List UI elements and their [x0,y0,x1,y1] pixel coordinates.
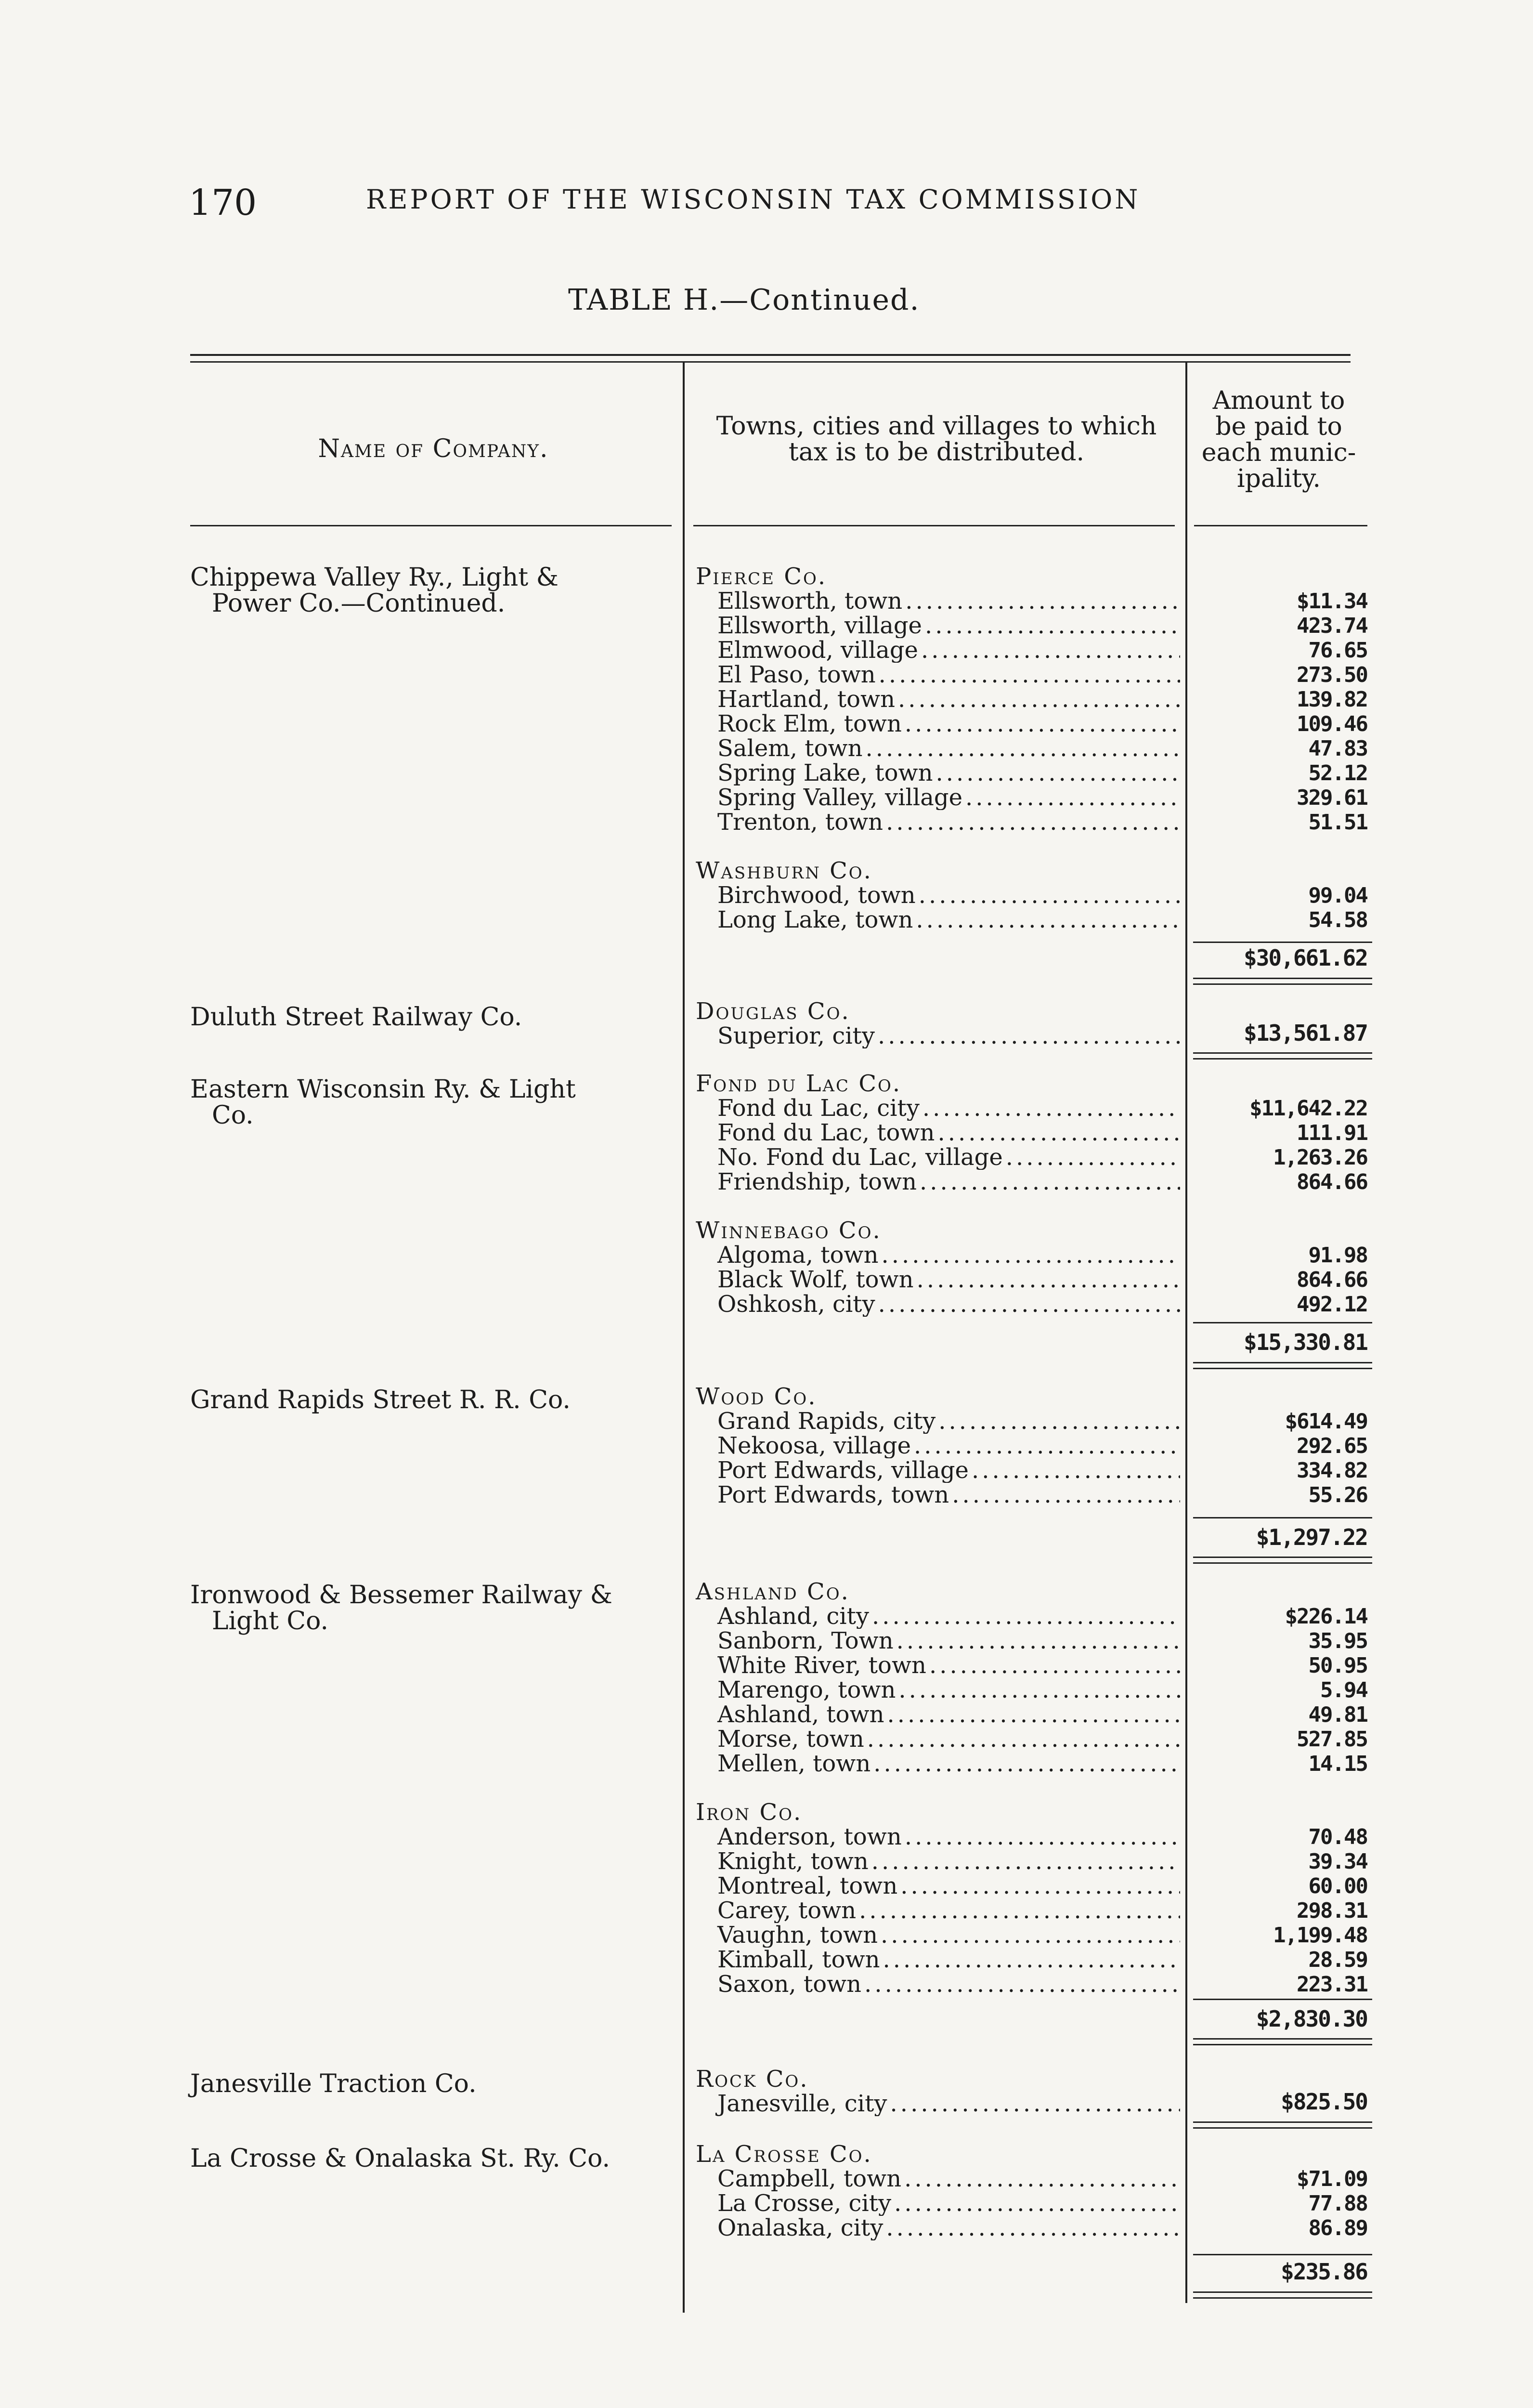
amount: 99.04 [1308,883,1367,908]
total-rule [1193,2038,1372,2040]
leader-dots [917,1268,1180,1292]
amount-column-block [1194,589,1367,932]
municipality-row [696,589,1182,614]
amount-column-block [1194,1409,1367,1507]
county-name: Washburn Co. [696,857,872,884]
leader-dots [919,883,1180,908]
leader-dots [905,589,1180,614]
company-entry [190,2071,676,2097]
municipality-name: Rock Elm, town [717,712,902,736]
municipality-name: Saxon, town [717,1972,862,1997]
company-entry [190,1387,676,1413]
municipality-row [696,1849,1182,1874]
table-top-rule [190,354,1351,356]
total-rule [1193,2291,1372,2293]
company-total: $2,830.30 [1256,2006,1367,2032]
county-block [696,999,1182,1048]
amount: 86.89 [1308,2216,1367,2240]
running-head: REPORT OF THE WISCONSIN TAX COMMISSION [366,184,1141,215]
county-name: Pierce Co. [696,563,827,590]
leader-dots [914,1434,1180,1458]
company-total: $235.86 [1281,2259,1367,2285]
amount: 35.95 [1308,1629,1367,1653]
amount-column-block [1194,1096,1367,1317]
municipality-row [696,1653,1182,1678]
leader-dots [1006,1145,1180,1170]
amount: 51.51 [1308,810,1367,835]
municipality-name: Black Wolf, town [717,1268,914,1292]
company-name-line-1: La Crosse & Onalaska St. Ry. Co. [190,2144,611,2173]
amount: 60.00 [1308,1874,1367,1898]
column-divider-2 [1185,362,1187,2303]
leader-dots [890,2092,1180,2116]
leader-dots [936,761,1181,785]
municipality-name: Sanborn, Town [717,1629,894,1653]
county-name: Ashland Co. [696,1578,850,1605]
amount: $11,642.22 [1249,1096,1367,1121]
amount: 492.12 [1297,1292,1367,1317]
municipality-row [696,736,1182,761]
amount: 329.61 [1297,785,1367,810]
municipality-row [696,1702,1182,1727]
leader-dots [867,1727,1180,1752]
municipality-row [696,1096,1182,1121]
municipality-row [696,1024,1182,1048]
header-amount-line-4: ipality. [1236,464,1321,493]
municipality-name: Spring Valley, village [717,785,962,810]
municipality-row [696,2216,1182,2240]
subtotal-rule [1193,2254,1372,2255]
municipality-name: Montreal, town [717,1874,898,1898]
municipality-name: La Crosse, city [717,2191,892,2216]
leader-dots [894,2191,1180,2216]
municipality-name: Ashland, town [717,1702,884,1727]
amount: 76.65 [1308,638,1367,663]
header-amount-line-3: each munic- [1201,438,1356,467]
municipality-name: Marengo, town [717,1678,896,1702]
leader-dots [905,712,1180,736]
total-rule [1193,2297,1372,2299]
table-title: TABLE H.—Continued. [568,283,920,317]
amount: 223.31 [1297,1972,1367,1997]
amount-column-block [1194,2167,1367,2240]
amount: 1,199.48 [1273,1923,1367,1948]
municipality-name: Vaughn, town [717,1923,878,1948]
municipality-name: No. Fond du Lac, village [717,1145,1003,1170]
leader-dots [883,1948,1180,1972]
municipality-row [696,1727,1182,1752]
leader-dots [929,1653,1180,1678]
leader-dots [859,1898,1180,1923]
amount: 52.12 [1308,761,1367,785]
municipality-row [696,1604,1182,1629]
municipality-row [696,908,1182,932]
amount: 14.15 [1308,1752,1367,1776]
municipality-row [696,1972,1182,1997]
municipality-name: Port Edwards, town [717,1483,949,1507]
leader-dots [873,1752,1180,1776]
leader-dots [898,687,1180,712]
municipality-name: Superior, city [717,1024,875,1048]
company-name-line-2: Co. [212,1101,254,1130]
leader-dots [916,908,1180,932]
total-rule [1193,2121,1372,2123]
county-name: La Crosse Co. [696,2141,872,2168]
municipality-name: Spring Lake, town [717,761,933,785]
leader-dots [881,1923,1180,1948]
county-name: Winnebago Co. [696,1217,882,1244]
municipality-row [696,1948,1182,1972]
header-amount-line-1: Amount to [1212,386,1345,415]
municipality-name: Onalaska, city [717,2216,883,2240]
leader-dots [878,1292,1180,1317]
county-name: Douglas Co. [696,998,850,1025]
company-name-line-2: Power Co.—Continued. [212,589,506,618]
leader-dots [972,1458,1180,1483]
leader-dots [898,1678,1180,1702]
municipality-name: Ellsworth, town [717,589,903,614]
municipality-row [696,1483,1182,1507]
county-block [696,1385,1182,1507]
amount: $226.14 [1285,1604,1367,1629]
municipality-row [696,1629,1182,1653]
page-number: 170 [189,182,257,223]
municipality-row [696,1409,1182,1434]
county-block [696,1072,1182,1317]
municipality-row [696,1678,1182,1702]
municipality-name: Birchwood, town [717,883,916,908]
municipality-name: Trenton, town [717,810,883,835]
company-entry [190,564,676,616]
leader-dots [900,1874,1180,1898]
county-name: Fond du Lac Co. [696,1070,902,1097]
company-entry [190,1076,676,1128]
total-rule [1193,983,1372,985]
leader-dots [905,1825,1180,1849]
amount: $11.34 [1297,589,1367,614]
municipality-row [696,1825,1182,1849]
total-rule [1193,2044,1372,2045]
county-block [696,1580,1182,1997]
municipality-name: Grand Rapids, city [717,1409,936,1434]
municipality-row [696,1121,1182,1145]
county-block [696,2142,1182,2240]
municipality-name: Janesville, city [717,2092,887,2116]
municipality-row [696,1898,1182,1923]
header-towns-line-2: tax is to be distributed. [788,438,1085,467]
subtotal-rule [1193,1322,1372,1323]
amount: $71.09 [1297,2167,1367,2191]
municipality-row [696,1923,1182,1948]
column-divider-1 [683,362,685,2313]
company-entry [190,1004,676,1030]
municipality-name: Knight, town [717,1849,869,1874]
municipality-row [696,687,1182,712]
municipality-row [696,810,1182,835]
leader-dots [886,2216,1180,2240]
municipality-row [696,638,1182,663]
county-name: Wood Co. [696,1383,817,1410]
leader-dots [938,1409,1180,1434]
amount: 70.48 [1308,1825,1367,1849]
municipality-name: El Paso, town [717,663,876,687]
leader-dots [865,736,1180,761]
amount: 139.82 [1297,687,1367,712]
municipality-name: Ellsworth, village [717,614,922,638]
municipality-row [696,2191,1182,2216]
municipality-row [696,1145,1182,1170]
leader-dots [904,2167,1180,2191]
leader-dots [879,663,1180,687]
total-rule [1193,1368,1372,1369]
amount: 28.59 [1308,1948,1367,1972]
table-top-rule-2 [190,361,1351,363]
municipality-name: Fond du Lac, town [717,1121,935,1145]
total-rule [1193,1562,1372,1564]
municipality-row [696,1752,1182,1776]
amount: 273.50 [1297,663,1367,687]
municipality-row [696,614,1182,638]
municipality-name: Algoma, town [717,1243,879,1268]
county-block [696,2067,1182,2116]
amount: 864.66 [1297,1170,1367,1194]
municipality-row [696,1434,1182,1458]
leader-dots [872,1604,1180,1629]
amount-column-block [1194,1604,1367,1997]
amount: 77.88 [1308,2191,1367,2216]
municipality-row [696,883,1182,908]
company-total: $15,330.81 [1244,1329,1367,1355]
municipality-name: Morse, town [717,1727,864,1752]
municipality-row [696,1170,1182,1194]
municipality-name: Oshkosh, city [717,1292,875,1317]
company-total: $30,661.62 [1244,945,1367,971]
amount: 50.95 [1308,1653,1367,1678]
county-name: Rock Co. [696,2066,809,2093]
municipality-name: Fond du Lac, city [717,1096,920,1121]
municipality-name: Nekoosa, village [717,1434,911,1458]
municipality-name: Hartland, town [717,687,896,712]
municipality-row [696,1243,1182,1268]
municipality-name: Campbell, town [717,2167,902,2191]
subtotal-rule [1193,1517,1372,1518]
company-entry [190,2146,676,2172]
municipality-name: Carey, town [717,1898,857,1923]
header-rule-3 [1194,525,1367,526]
leader-dots [952,1483,1180,1507]
company-entry [190,1582,676,1634]
leader-dots [921,638,1180,663]
leader-dots [881,1243,1180,1268]
amount: 49.81 [1308,1702,1367,1727]
total-rule [1193,1052,1372,1054]
amount: 298.31 [1297,1898,1367,1923]
county-block [696,564,1182,932]
total-rule [1193,2127,1372,2129]
municipality-row [696,2092,1182,2116]
leader-dots [937,1121,1180,1145]
header-rule-2 [693,525,1175,526]
amount: 1,263.26 [1273,1145,1367,1170]
amount: 111.91 [1297,1121,1367,1145]
municipality-row [696,1458,1182,1483]
municipality-row [696,2167,1182,2191]
header-towns-line-1: Towns, cities and villages to which [716,412,1157,441]
leader-dots [896,1629,1180,1653]
company-total: $13,561.87 [1244,1020,1367,1046]
total-rule [1193,1058,1372,1060]
amount: 527.85 [1297,1727,1367,1752]
header-towns [689,413,1184,465]
leader-dots [925,614,1180,638]
leader-dots [864,1972,1180,1997]
amount: 109.46 [1297,712,1367,736]
company-name-line-1: Janesville Traction Co. [190,2069,477,2098]
company-name-line-2: Light Co. [212,1607,329,1636]
municipality-name: Kimball, town [717,1948,880,1972]
company-name-line-1: Eastern Wisconsin Ry. & Light [190,1075,576,1104]
company-name-line-1: Ironwood & Bessemer Railway & [190,1581,612,1610]
municipality-name: White River, town [717,1653,926,1678]
municipality-row [696,663,1182,687]
amount: 864.66 [1297,1268,1367,1292]
municipality-row [696,712,1182,736]
total-rule [1193,1362,1372,1363]
municipality-name: Ashland, city [717,1604,869,1629]
municipality-row [696,1292,1182,1317]
amount: 292.65 [1297,1434,1367,1458]
company-name-line-1: Chippewa Valley Ry., Light & [190,563,559,592]
municipality-row [696,1874,1182,1898]
company-total: $825.50 [1281,2089,1367,2115]
leader-dots [878,1024,1180,1048]
amount: 39.34 [1308,1849,1367,1874]
municipality-name: Salem, town [717,736,863,761]
header-company: Name of Company. [318,434,549,463]
subtotal-rule [1193,1999,1372,2000]
header-rule-1 [190,525,672,526]
leader-dots [887,1702,1180,1727]
leader-dots [886,810,1180,835]
amount: 91.98 [1308,1243,1367,1268]
amount: 47.83 [1308,736,1367,761]
leader-dots [965,785,1180,810]
amount: $614.49 [1285,1409,1367,1434]
municipality-name: Mellen, town [717,1752,871,1776]
municipality-name: Elmwood, village [717,638,918,663]
subtotal-rule [1193,942,1372,943]
municipality-name: Long Lake, town [717,908,913,932]
header-amount-line-2: be paid to [1215,412,1342,441]
company-name-line-1: Grand Rapids Street R. R. Co. [190,1386,571,1414]
municipality-row [696,1268,1182,1292]
amount: 334.82 [1297,1458,1367,1483]
total-rule [1193,1557,1372,1558]
municipality-name: Port Edwards, village [717,1458,969,1483]
amount: 5.94 [1320,1678,1367,1702]
municipality-name: Friendship, town [717,1170,917,1194]
leader-dots [922,1096,1180,1121]
leader-dots [871,1849,1180,1874]
header-amount [1187,388,1370,492]
county-name: Iron Co. [696,1799,803,1826]
company-total: $1,297.22 [1256,1524,1367,1550]
amount: 55.26 [1308,1483,1367,1507]
municipality-name: Anderson, town [717,1825,902,1849]
amount: 423.74 [1297,614,1367,638]
municipality-row [696,761,1182,785]
leader-dots [920,1170,1180,1194]
company-name-line-1: Duluth Street Railway Co. [190,1003,522,1032]
municipality-row [696,785,1182,810]
total-rule [1193,978,1372,979]
amount: 54.58 [1308,908,1367,932]
